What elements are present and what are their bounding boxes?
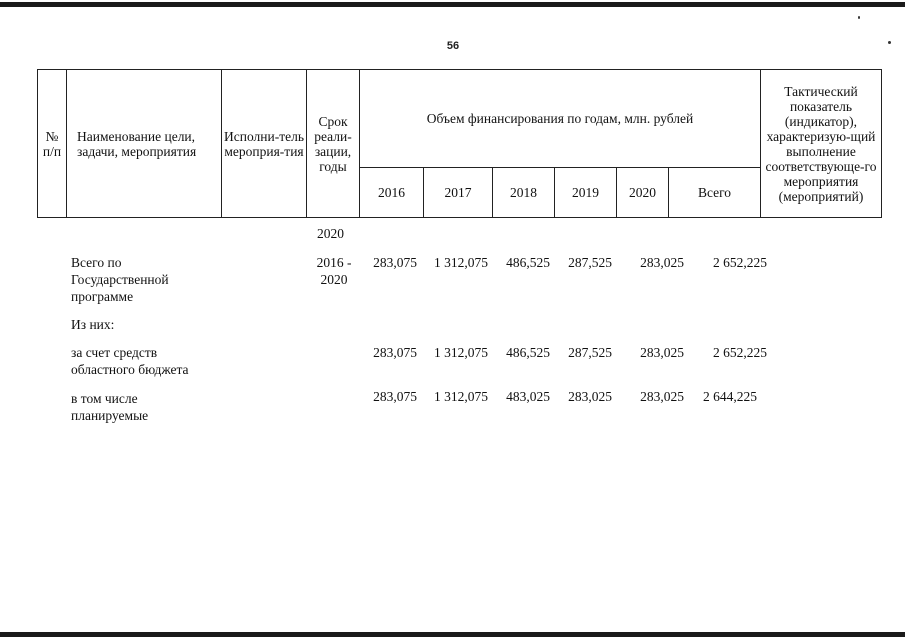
header-col-name: Наименование цели, задачи, мероприятия [67, 70, 222, 218]
row-regional-2016: 283,075 [373, 345, 417, 360]
row-planned-2016: 283,075 [373, 389, 417, 404]
page-number: 56 [446, 40, 460, 52]
row-planned-2019: 283,025 [568, 389, 612, 404]
header-col-indicator: Тактический показатель (индикатор), характеризую-щий выполнение соответствующе-го мероприятия (мероприятий) [761, 70, 882, 218]
row-planned-name: в том числе планируемые [71, 391, 149, 423]
row-regional-2020: 283,025 [640, 345, 684, 360]
table-header [37, 69, 882, 218]
header-col-funding: Объем финансирования по годам, млн. рублей [360, 70, 761, 168]
header-year-total: Всего [669, 168, 761, 218]
row-planned-sum: 2 644,225 [703, 389, 757, 404]
header-year-2018: 2018 [493, 168, 555, 218]
header-col-number: № п/п [38, 70, 67, 218]
carry-period: 2020 [317, 226, 344, 241]
scan-speck [858, 16, 860, 19]
row-planned-2020: 283,025 [640, 389, 684, 404]
row-total-period: 2016 - 2020 [316, 255, 352, 287]
header-year-2020: 2020 [617, 168, 669, 218]
scan-edge-top [0, 2, 905, 7]
row-total-name: Всего по Государственной программе [71, 255, 169, 304]
row-regional-sum: 2 652,225 [713, 345, 767, 360]
header-col-executor: Исполни-тель мероприя-тия [222, 70, 307, 218]
scan-speck [888, 41, 891, 44]
row-planned-2018: 483,025 [506, 389, 550, 404]
row-total-2019: 287,525 [568, 255, 612, 270]
row-planned-2017: 1 312,075 [434, 389, 488, 404]
header-col-period: Срок реали-зации, годы [307, 70, 360, 218]
row-total-2020: 283,025 [640, 255, 684, 270]
row-total-2018: 486,525 [506, 255, 550, 270]
scan-edge-bottom [0, 632, 905, 637]
row-regional-2019: 287,525 [568, 345, 612, 360]
row-regional-2018: 486,525 [506, 345, 550, 360]
header-year-2019: 2019 [555, 168, 617, 218]
header-year-2016: 2016 [360, 168, 424, 218]
row-of-them-label: Из них: [71, 317, 115, 332]
row-total-2017: 1 312,075 [434, 255, 488, 270]
row-total-sum: 2 652,225 [713, 255, 767, 270]
row-regional-name: за счет средств областного бюджета [71, 345, 189, 377]
row-regional-2017: 1 312,075 [434, 345, 488, 360]
row-total-2016: 283,075 [373, 255, 417, 270]
header-year-2017: 2017 [424, 168, 493, 218]
